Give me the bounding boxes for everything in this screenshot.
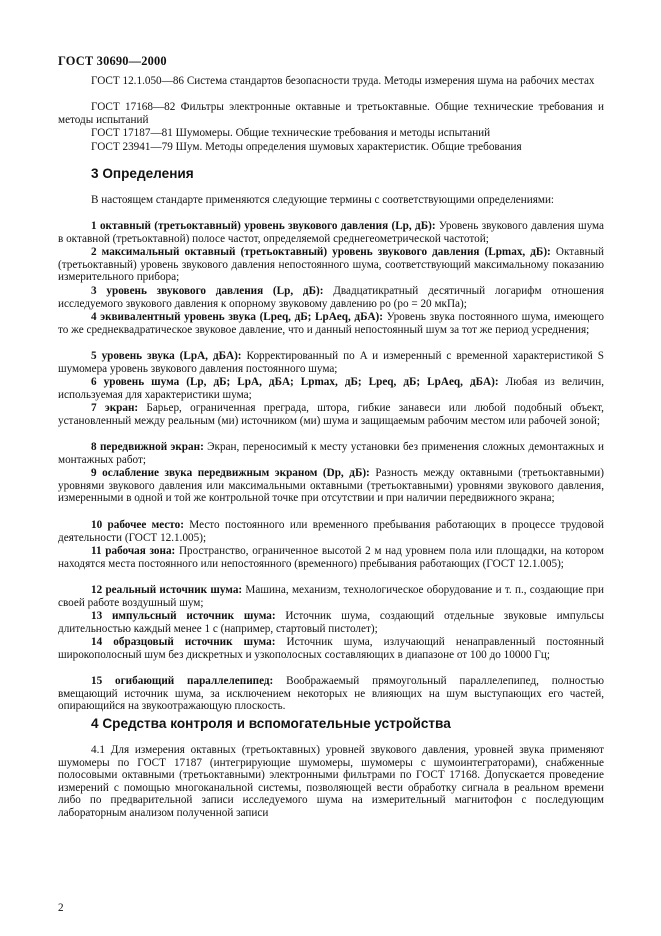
definition-term: 1 октавный (третьоктавный) уровень звукового давления (Lp, дБ): [91,220,436,232]
definition-text: Разность между октавными (третьоктавными) уровнями звукового давления или максимальными октавными (третьоктавными) уровнями звукового давления, измеренными в одной и той же контрольной точке при отсутствии и при наличии передвижного экрана; [58,467,604,505]
definition-term: 13 импульсный источник шума: [91,610,276,622]
reference-item: ГОСТ 12.1.050—86 Система стандартов безопасности труда. Методы измерения шума на рабочих местах [91,75,595,87]
definition-text: Любая из величин, используемая для характеристики шума; [58,376,604,401]
definition-term: 2 максимальный октавный (третьоктавный) уровень звукового давления (Lpmax, дБ): [91,246,551,258]
definition-item [58,246,604,284]
reference-item: ГОСТ 17187—81 Шумомеры. Общие технические требования и методы испытаний [91,127,491,139]
definition-item [58,285,604,310]
definition-text: Воображаемый прямоугольный параллелепипед, полностью вмещающий источник шума, за исключением некоторых не влияющих на шум выступающих его частей, опирающийся на звукоотражающую плоскость. [58,675,604,713]
definition-term: 6 уровень шума (Lp, дБ; LpA, дБA; Lpmax, дБ; Lpeq, дБ; LpAeq, дБA): [91,376,499,388]
definition-item [58,584,604,609]
definition-item [58,311,604,336]
definition-term: 7 экран: [91,402,139,414]
definition-item [58,610,604,635]
definition-item [58,350,604,375]
definition-item [58,675,604,713]
reference-item: ГОСТ 17168—82 Фильтры электронные октавные и третьоктавные. Общие технические требования и методы испытаний [58,101,604,126]
definition-text: Пространство, ограниченное высотой 2 м над уровнем пола или площадки, на котором находятся места постоянного или непостоянного (временного) пребывания работающих (ГОСТ 12.1.005); [58,545,604,570]
definition-text: Экран, переносимый к месту установки без применения сложных демонтажных и монтажных работ; [58,441,604,466]
definition-item [58,519,604,544]
page-number: 2 [58,902,64,914]
definition-term: 3 уровень звукового давления (Lp, дБ): [91,285,324,297]
definition-text: Барьер, ограниченная преграда, штора, гибкие занавеси или любой подобный объект, установленный между реальным (ми) источником (ми) шума и защищаемым рабочим местом или рабочей зоной; [58,402,604,427]
document-header: ГОСТ 30690—2000 [58,54,167,68]
definition-text: Октавный (третьоктавный) уровень звукового давления непостоянного шума, соответствующий максимальному показанию измерительного прибора; [58,246,604,284]
definition-term: 15 огибающий параллелепипед: [91,675,274,687]
section-heading: 3 Определения [91,166,194,181]
definition-item [58,220,604,245]
definition-term: 14 образцовый источник шума: [91,636,276,648]
definition-item [58,545,604,570]
definition-item [58,636,604,661]
reference-item: ГОСТ 23941—79 Шум. Методы определения шумовых характеристик. Общие требования [91,141,522,153]
definition-text: Машина, механизм, технологическое оборудование и т. п., создающие при своей работе воздушный шум; [58,584,604,609]
definition-text: Источник шума, создающий отдельные звуковые импульсы длительностью каждый менее 1 с (например, стартовый пистолет); [58,610,604,635]
definition-text: Источник шума, излучающий ненаправленный постоянный широкополосный шум без дискретных и узкополосных составляющих в диапазоне от 100 до 10000 Гц; [58,636,604,661]
definition-text: Корректированный по A и измеренный с временной характеристикой S шумомера уровень звукового давления постоянного шума; [58,350,604,375]
section-intro: В настоящем стандарте применяются следующие термины с соответствующими определениями: [91,194,555,206]
definition-item [58,376,604,401]
section-heading: 4 Средства контроля и вспомогательные устройства [91,716,451,731]
definition-term: 4 эквивалентный уровень звука (Lpeq, дБ; LpAeq, дБA): [91,311,383,323]
definition-text: Уровень звука постоянного шума, имеющего то же среднеквадратическое звуковое давление, что и данный непостоянный шум за тот же период усреднения; [58,311,604,336]
definition-item [58,402,604,427]
definition-term: 10 рабочее место: [91,519,184,531]
definition-text: Место постоянного или временного пребывания работающих в процессе трудовой деятельности (ГОСТ 12.1.005); [58,519,604,544]
definition-text: Двадцатикратный десятичный логарифм отношения исследуемого звукового давления к опорному звуковому давлению pо (pо = 20 мкПа); [58,285,604,310]
definition-term: 5 уровень звука (LpA, дБA): [91,350,242,362]
definition-term: 11 рабочая зона: [91,545,176,557]
definition-item [58,467,604,505]
definition-text: Уровень звукового давления шума в октавной (третьоктавной) полосе частот, определяемой среднегеометрической частотой; [58,220,604,245]
definition-term: 8 передвижной экран: [91,441,204,453]
definition-item [58,441,604,466]
definition-term: 12 реальный источник шума: [91,584,243,596]
body-paragraph: 4.1 Для измерения октавных (третьоктавных) уровней звукового давления, уровней звука применяют шумомеры по ГОСТ 17187 (интегрирующие шумомеры, шумомеры с шумоинтеграторами), снабженные полосовыми октавными (третьоктавными) электронными фильтрами по ГОСТ 17168. Допускается проведение измерений с помощью многоканальной системы, позволяющей вести обработку сигнала в реальном времени либо по предварительной записи исследуемого шума на измерительный магнитофон с последующим лабораторным анализом полученной записи [58,744,604,819]
definition-term: 9 ослабление звука передвижным экраном (Dp, дБ): [91,467,370,479]
